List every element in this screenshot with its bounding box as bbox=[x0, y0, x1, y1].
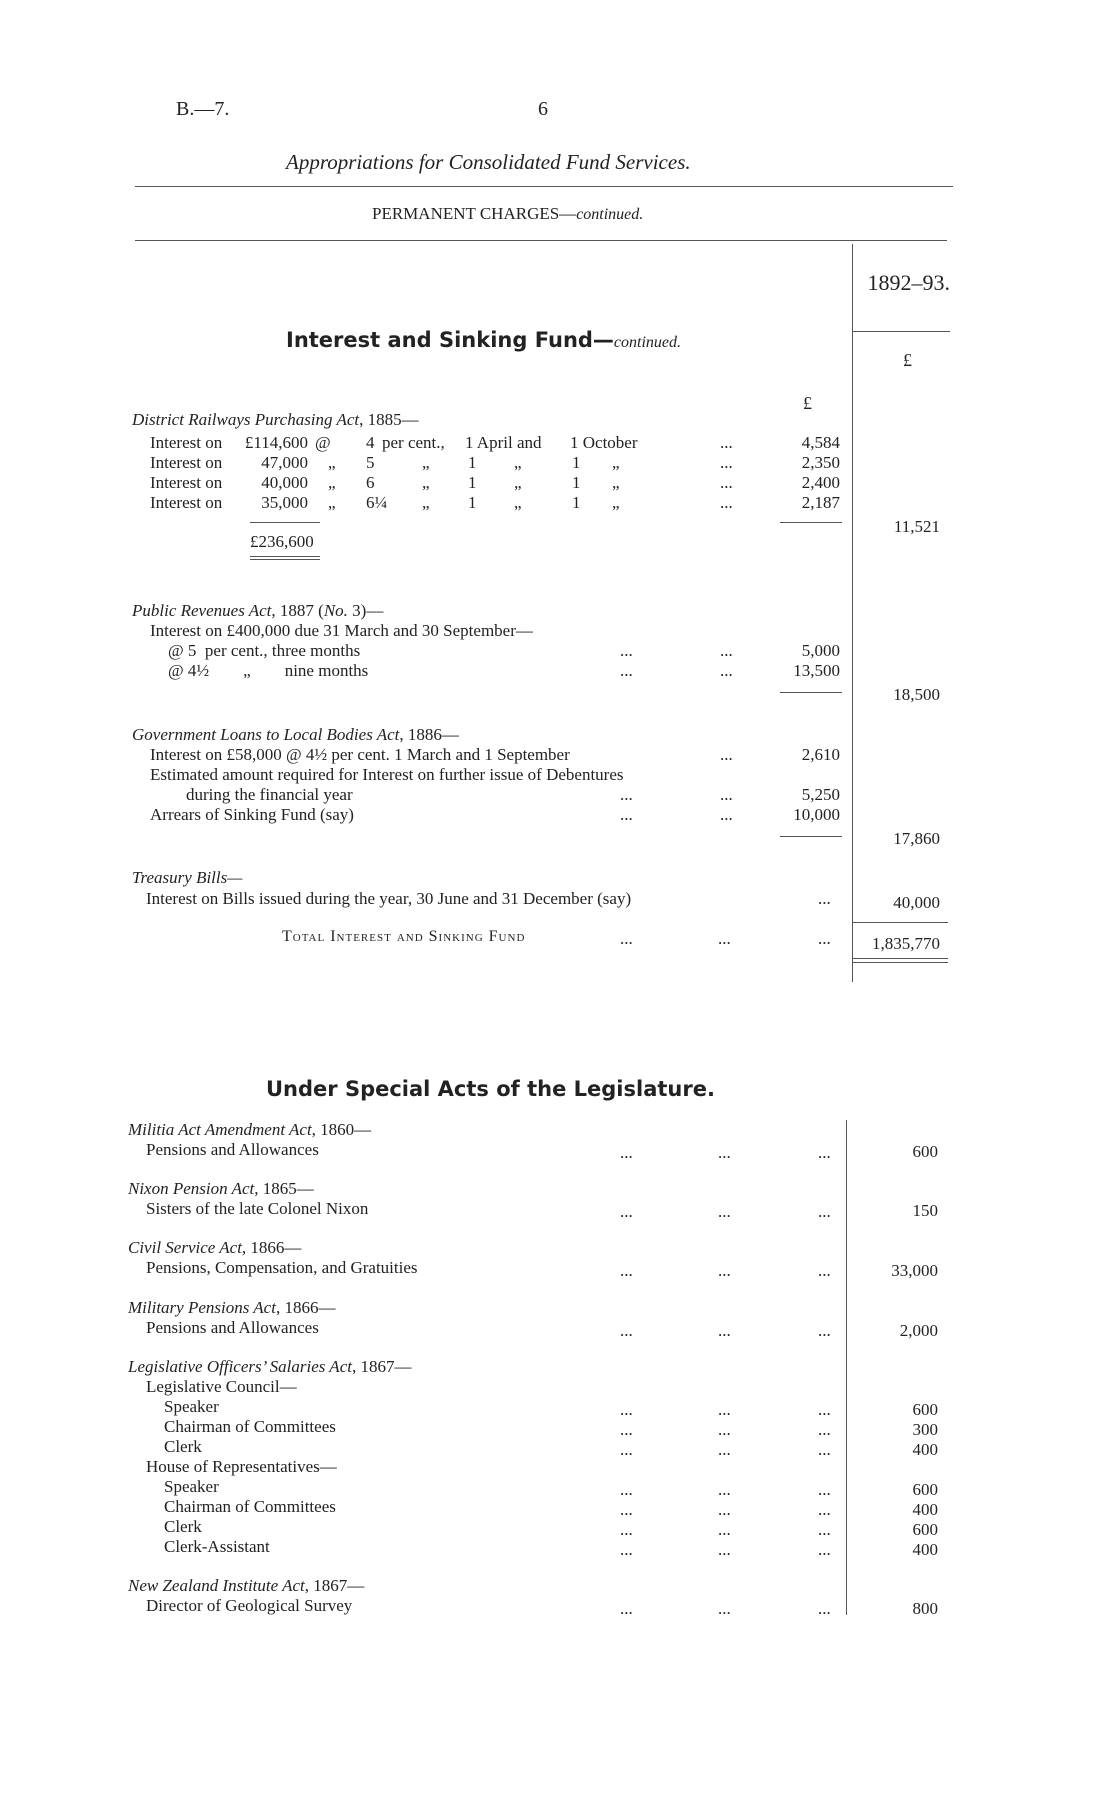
row-label: Interest on bbox=[150, 493, 223, 512]
act-year: , 1860— bbox=[311, 1120, 372, 1139]
leader-dots: ... bbox=[718, 1400, 731, 1419]
civil-service-line: Pensions, Compensation, and Gratuities bbox=[146, 1258, 418, 1277]
house-officer-label: Clerk-Assistant bbox=[164, 1537, 270, 1556]
leader-dots: ... bbox=[620, 1202, 633, 1221]
ditto: „ bbox=[612, 473, 620, 492]
act-name: Militia Act Amendment Act bbox=[128, 1120, 312, 1139]
act-name: Military Pensions Act bbox=[128, 1298, 276, 1317]
council-officer-label: Speaker bbox=[164, 1397, 219, 1416]
district-principal-total: £236,600 bbox=[250, 532, 314, 551]
military-pensions-act-heading bbox=[128, 1298, 335, 1318]
row-label: Interest on bbox=[150, 453, 223, 472]
leader-dots: ... bbox=[818, 1420, 831, 1439]
section-subtitle bbox=[372, 204, 643, 224]
council-officer-amount: 400 bbox=[912, 1440, 938, 1459]
public-revenues-amount: 13,500 bbox=[793, 661, 840, 680]
rate: 5 bbox=[366, 453, 375, 472]
at-symbol: @ bbox=[315, 433, 331, 452]
leader-dots: ... bbox=[718, 1599, 731, 1618]
second-date: 1 bbox=[572, 493, 581, 512]
leader-dots: ... bbox=[818, 1143, 831, 1162]
house-officer-amount: 400 bbox=[912, 1540, 938, 1559]
gov-loans-line: Interest on £58,000 @ 4½ per cent. 1 March and 1 September bbox=[150, 745, 570, 764]
leader-dots: ... bbox=[818, 889, 831, 908]
principal: 47,000 bbox=[261, 453, 308, 472]
legislative-officers-act-heading bbox=[128, 1357, 411, 1377]
per-cent: per cent., bbox=[382, 433, 445, 452]
amount: 2,350 bbox=[801, 453, 840, 472]
leader-dots: ... bbox=[620, 1321, 633, 1340]
ditto: „ bbox=[514, 473, 522, 492]
act-number-label: No. bbox=[323, 601, 348, 620]
military-pensions-line: Pensions and Allowances bbox=[146, 1318, 319, 1337]
council-officer-label: Chairman of Committees bbox=[164, 1417, 336, 1436]
leader-dots: ... bbox=[620, 1480, 633, 1499]
nz-institute-act-heading bbox=[128, 1576, 364, 1596]
interest-title-main: Interest and Sinking Fund— bbox=[286, 328, 614, 352]
principal: 35,000 bbox=[261, 493, 308, 512]
act-name: District Railways Purchasing Act bbox=[132, 410, 360, 429]
amount: 2,187 bbox=[801, 493, 840, 512]
act-name: New Zealand Institute Act bbox=[128, 1576, 305, 1595]
principal: 40,000 bbox=[261, 473, 308, 492]
second-date: 1 October bbox=[570, 433, 638, 452]
leader-dots: ... bbox=[818, 1440, 831, 1459]
leader-dots: ... bbox=[720, 433, 733, 452]
leader-dots: ... bbox=[620, 929, 633, 948]
leader-dots: ... bbox=[720, 641, 733, 660]
public-revenues-sum-rule bbox=[780, 692, 842, 693]
leader-dots: ... bbox=[620, 1420, 633, 1439]
first-date: 1 bbox=[468, 453, 477, 472]
public-revenues-act-heading bbox=[132, 601, 383, 621]
ditto: „ bbox=[328, 493, 336, 512]
ditto: „ bbox=[612, 453, 620, 472]
nz-institute-amount: 800 bbox=[912, 1599, 938, 1618]
act-year: , 1885— bbox=[359, 410, 419, 429]
second-date: 1 bbox=[572, 453, 581, 472]
gov-loans-amount: 5,250 bbox=[801, 785, 840, 804]
interest-title-continued: continued. bbox=[613, 334, 682, 351]
house-officer-label: Chairman of Committees bbox=[164, 1497, 336, 1516]
militia-act-heading bbox=[128, 1120, 371, 1140]
leader-dots: ... bbox=[818, 1261, 831, 1280]
total-unit-symbol: £ bbox=[903, 350, 912, 370]
subtitle-main: PERMANENT CHARGES— bbox=[372, 204, 577, 223]
act-name: Nixon Pension Act bbox=[128, 1179, 255, 1198]
leader-dots: ... bbox=[620, 1143, 633, 1162]
council-officer-label: Clerk bbox=[164, 1437, 202, 1456]
special-acts-title: Under Special Acts of the Legislature. bbox=[266, 1077, 715, 1101]
council-officer-amount: 300 bbox=[912, 1420, 938, 1439]
gov-loans-amount: 2,610 bbox=[801, 745, 840, 764]
year-header: 1892–93. bbox=[867, 270, 950, 295]
civil-service-act-heading bbox=[128, 1238, 301, 1258]
act-year: , 1865— bbox=[254, 1179, 314, 1198]
district-sum-rule bbox=[780, 522, 842, 523]
second-date: 1 bbox=[572, 473, 581, 492]
militia-amount: 600 bbox=[912, 1142, 938, 1161]
leader-dots: ... bbox=[720, 661, 733, 680]
leader-dots: ... bbox=[620, 805, 633, 824]
principal: £114,600 bbox=[244, 433, 308, 452]
public-revenues-amount: 5,000 bbox=[801, 641, 840, 660]
leader-dots: ... bbox=[720, 473, 733, 492]
district-total: 11,521 bbox=[893, 517, 940, 536]
leader-dots: ... bbox=[818, 929, 831, 948]
row-label: Interest on bbox=[150, 473, 223, 492]
act-number: 3)— bbox=[347, 601, 384, 620]
ditto: „ bbox=[514, 453, 522, 472]
gov-loans-amount: 10,000 bbox=[793, 805, 840, 824]
treasury-bills-heading: Treasury Bills— bbox=[132, 868, 243, 887]
leader-dots: ... bbox=[718, 1480, 731, 1499]
gov-loans-sum-rule bbox=[780, 836, 842, 837]
principal-double-rule bbox=[250, 556, 320, 557]
act-year: , 1866— bbox=[275, 1298, 336, 1317]
leader-dots: ... bbox=[720, 805, 733, 824]
leader-dots: ... bbox=[718, 1440, 731, 1459]
public-revenues-line: Interest on £400,000 due 31 March and 30 September— bbox=[150, 621, 533, 640]
leader-dots: ... bbox=[718, 1321, 731, 1340]
leader-dots: ... bbox=[718, 1520, 731, 1539]
grand-total-label: Total Interest and Sinking Fund bbox=[282, 928, 526, 945]
amount: 4,584 bbox=[801, 433, 840, 452]
leader-dots: ... bbox=[620, 1440, 633, 1459]
legislative-council-heading: Legislative Council— bbox=[146, 1377, 297, 1396]
ditto: „ bbox=[328, 453, 336, 472]
public-revenues-rate: @ 5 per cent., three months bbox=[168, 641, 361, 660]
document-ref: B.—7. bbox=[176, 98, 230, 120]
treasury-bills-line: Interest on Bills issued during the year, 30 June and 31 December (say) bbox=[146, 889, 632, 908]
ditto: „ bbox=[514, 493, 522, 512]
act-year: , 1887 ( bbox=[271, 601, 324, 620]
gov-loans-total: 17,860 bbox=[893, 829, 940, 848]
act-name: Legislative Officers’ Salaries Act bbox=[128, 1357, 352, 1376]
amount: 2,400 bbox=[801, 473, 840, 492]
nixon-act-heading bbox=[128, 1179, 314, 1199]
nixon-line: Sisters of the late Colonel Nixon bbox=[146, 1199, 369, 1218]
rate: 4 bbox=[366, 433, 375, 452]
leader-dots: ... bbox=[720, 745, 733, 764]
act-name: Government Loans to Local Bodies Act bbox=[132, 725, 400, 744]
title-rule bbox=[135, 186, 953, 187]
act-name: Civil Service Act bbox=[128, 1238, 242, 1257]
leader-dots: ... bbox=[620, 785, 633, 804]
leader-dots: ... bbox=[620, 1520, 633, 1539]
house-officer-amount: 600 bbox=[912, 1480, 938, 1499]
leader-dots: ... bbox=[718, 1143, 731, 1162]
gov-loans-line: during the financial year bbox=[186, 785, 353, 804]
detail-unit-symbol: £ bbox=[803, 393, 812, 413]
subtitle-rule bbox=[135, 240, 947, 241]
ditto: „ bbox=[422, 473, 430, 492]
rate: 6¼ bbox=[366, 493, 388, 512]
nixon-amount: 150 bbox=[912, 1201, 938, 1220]
act-year: , 1866— bbox=[241, 1238, 302, 1257]
grand-total-rule bbox=[852, 922, 948, 923]
leader-dots: ... bbox=[818, 1321, 831, 1340]
leader-dots: ... bbox=[818, 1202, 831, 1221]
act-name: Public Revenues Act bbox=[132, 601, 272, 620]
leader-dots: ... bbox=[620, 1261, 633, 1280]
ditto: „ bbox=[328, 473, 336, 492]
gov-loans-line: Arrears of Sinking Fund (say) bbox=[150, 805, 354, 824]
leader-dots: ... bbox=[818, 1400, 831, 1419]
leader-dots: ... bbox=[718, 1420, 731, 1439]
leader-dots: ... bbox=[818, 1520, 831, 1539]
gov-loans-line: Estimated amount required for Interest on further issue of Debentures bbox=[150, 765, 624, 784]
leader-dots: ... bbox=[620, 641, 633, 660]
public-revenues-rate: @ 4½ „ nine months bbox=[168, 661, 369, 680]
leader-dots: ... bbox=[818, 1480, 831, 1499]
leader-dots: ... bbox=[718, 929, 731, 948]
principal-sum-rule bbox=[250, 522, 320, 523]
house-officer-amount: 400 bbox=[912, 1500, 938, 1519]
grand-total-double-rule bbox=[852, 958, 948, 959]
grand-total: 1,835,770 bbox=[872, 934, 940, 953]
row-label: Interest on bbox=[150, 433, 223, 452]
first-date: 1 bbox=[468, 493, 477, 512]
leader-dots: ... bbox=[720, 493, 733, 512]
subtitle-continued: continued. bbox=[576, 206, 644, 223]
leader-dots: ... bbox=[818, 1500, 831, 1519]
leader-dots: ... bbox=[718, 1202, 731, 1221]
house-officer-amount: 600 bbox=[912, 1520, 938, 1539]
rate: 6 bbox=[366, 473, 375, 492]
year-header-rule bbox=[852, 331, 950, 332]
grand-total-double-rule bbox=[852, 962, 948, 963]
page-number: 6 bbox=[538, 98, 548, 120]
military-pensions-amount: 2,000 bbox=[899, 1321, 938, 1340]
treasury-bills-total: 40,000 bbox=[893, 893, 940, 912]
first-date: 1 April and bbox=[465, 433, 542, 452]
civil-service-amount: 33,000 bbox=[891, 1261, 938, 1280]
leader-dots: ... bbox=[620, 1500, 633, 1519]
first-date: 1 bbox=[468, 473, 477, 492]
leader-dots: ... bbox=[620, 661, 633, 680]
ditto: „ bbox=[422, 493, 430, 512]
council-officer-amount: 600 bbox=[912, 1400, 938, 1419]
leader-dots: ... bbox=[718, 1500, 731, 1519]
leader-dots: ... bbox=[720, 785, 733, 804]
leader-dots: ... bbox=[818, 1599, 831, 1618]
house-officer-label: Speaker bbox=[164, 1477, 219, 1496]
page-title: Appropriations for Consolidated Fund Services. bbox=[286, 150, 691, 174]
nz-institute-line: Director of Geological Survey bbox=[146, 1596, 353, 1615]
principal-double-rule bbox=[250, 559, 320, 560]
interest-section-title bbox=[286, 328, 681, 352]
leader-dots: ... bbox=[620, 1599, 633, 1618]
gov-loans-act-heading bbox=[132, 725, 459, 745]
public-revenues-total: 18,500 bbox=[893, 685, 940, 704]
act-year: , 1867— bbox=[351, 1357, 412, 1376]
act-year: , 1886— bbox=[399, 725, 459, 744]
house-of-representatives-heading: House of Representatives— bbox=[146, 1457, 337, 1476]
act-year: , 1867— bbox=[304, 1576, 365, 1595]
militia-line: Pensions and Allowances bbox=[146, 1140, 319, 1159]
ditto: „ bbox=[612, 493, 620, 512]
ditto: „ bbox=[422, 453, 430, 472]
leader-dots: ... bbox=[818, 1540, 831, 1559]
leader-dots: ... bbox=[720, 453, 733, 472]
leader-dots: ... bbox=[718, 1261, 731, 1280]
district-railways-act-heading bbox=[132, 410, 419, 430]
leader-dots: ... bbox=[620, 1400, 633, 1419]
house-officer-label: Clerk bbox=[164, 1517, 202, 1536]
leader-dots: ... bbox=[718, 1540, 731, 1559]
leader-dots: ... bbox=[620, 1540, 633, 1559]
